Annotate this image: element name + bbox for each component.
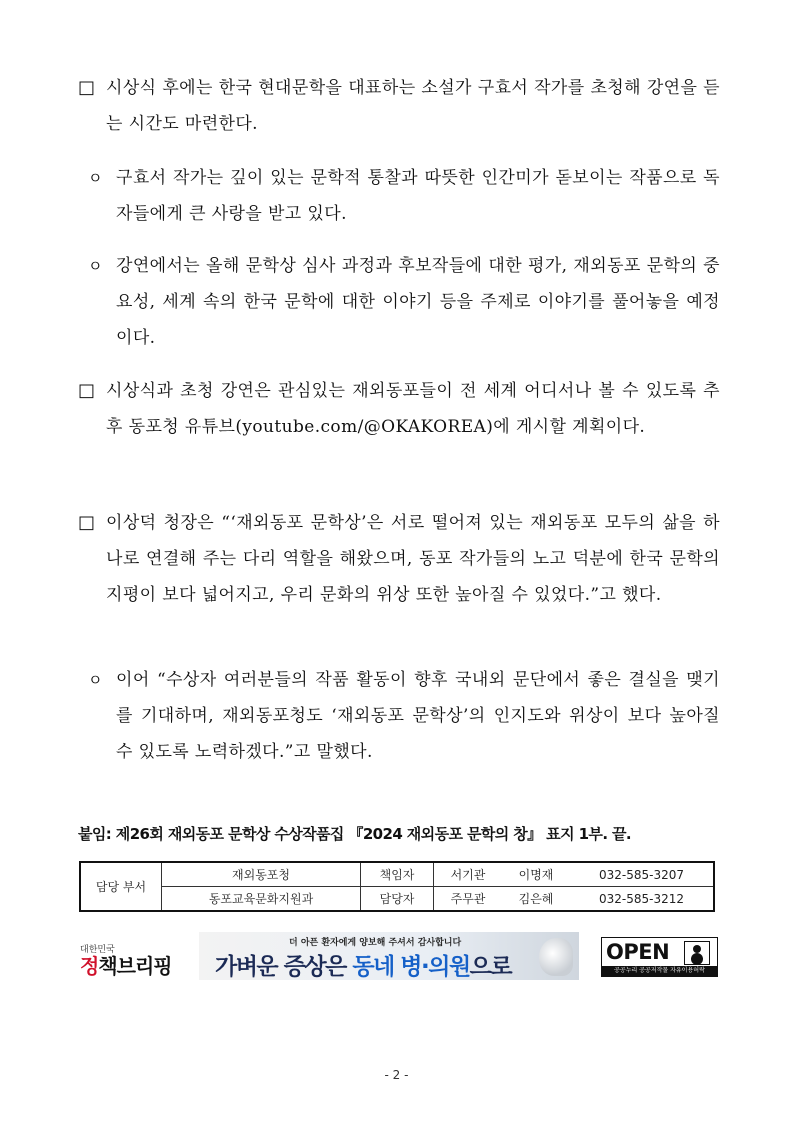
banner-main-b: 동네 병·의원 [352, 954, 470, 980]
phone-cell: 032-585-3212 [570, 887, 714, 912]
circle-bullet: ㅇ [88, 169, 103, 187]
paragraph-text: 이상덕 청장은 “‘재외동포 문학상’은 서로 떨어져 있는 재외동포 모두의 삶을 하나로 연결해 주는 다리 역할을 해왔으며, 동포 작가들의 노고 덕분에 한국 문학의 지평이 보다 넓어지고, 우리 문화의 위상 또한 높아질 수 있었다.”고 했다. [106, 513, 720, 605]
paragraph-text: 강연에서는 올해 문학상 심사 과정과 후보작들에 대한 평가, 재외동포 문학의 중요성, 세계 속의 한국 문학에 대한 이야기 등을 주제로 이야기를 풀어놓을 예정이다. [116, 256, 720, 348]
phone-cell: 032-585-3207 [570, 862, 714, 887]
attachment-line: 붙임: 제26회 재외동포 문학상 수상작품집 『2024 재외동포 문학의 창』 표지 1부. 끝. [78, 825, 632, 843]
campaign-banner[interactable] [199, 932, 579, 980]
name-cell: 김은혜 [502, 887, 570, 912]
logo-big-text [80, 955, 180, 977]
logo-red-char: 정 [80, 954, 99, 978]
policy-briefing-logo[interactable] [80, 942, 180, 982]
square-bullet: □ [78, 512, 96, 533]
logo-small-text: 대한민국 [80, 945, 115, 955]
square-bullet: □ [78, 380, 96, 401]
paragraph-5 [78, 505, 720, 613]
banner-main-c: 으로 [469, 954, 512, 980]
paragraph-text: 이어 “수상자 여러분들의 작품 활동이 향후 국내외 문단에서 좋은 결실을 맺기를 기대하며, 재외동포청도 ‘재외동포 문학상’의 인지도와 위상이 보다 높아질 수 있도록 노력하겠다.”고 말했다. [116, 670, 720, 762]
division-name: 동포교육문화지원과 [162, 887, 361, 912]
open-word: OPEN [606, 940, 670, 964]
agency-name: 재외동포청 [162, 862, 361, 887]
dept-label: 담당 부서 [80, 862, 162, 911]
contact-table [79, 861, 715, 912]
table-row [80, 862, 714, 887]
page-number: - 2 - [384, 1068, 409, 1082]
open-strip-text: 공공누리 공공저작물 자유이용허락 [602, 966, 717, 976]
name-cell: 이명재 [502, 862, 570, 887]
kogl-open-badge[interactable] [601, 937, 718, 977]
paragraph-text: 시상식과 초청 강연은 관심있는 재외동포들이 전 세계 어디서나 볼 수 있도록 추후 동포청 유튜브(youtube.com/@OKAKOREA)에 게시할 계획이다. [106, 381, 720, 437]
square-bullet: □ [78, 77, 96, 98]
paragraph-6 [88, 662, 720, 770]
paragraph-4 [78, 373, 720, 445]
paragraph-3 [88, 248, 720, 356]
paragraph-2 [88, 160, 720, 232]
table-row [80, 887, 714, 912]
logo-rest-text: 책브리핑 [98, 954, 172, 978]
person-icon [684, 941, 710, 965]
banner-top-text: 더 아픈 환자에게 양보해 주셔서 감사합니다 [289, 938, 462, 948]
rank-cell: 서기관 [434, 862, 503, 887]
circle-bullet: ㅇ [88, 257, 103, 275]
paragraph-text: 구효서 작가는 깊이 있는 문학적 통찰과 따뜻한 인간미가 돋보이는 작품으로 독자들에게 큰 사랑을 받고 있다. [116, 168, 720, 224]
paragraph-1 [78, 70, 720, 142]
hand-icon [539, 938, 573, 976]
circle-bullet: ㅇ [88, 671, 103, 689]
role-cell: 책임자 [361, 862, 434, 887]
paragraph-text: 시상식 후에는 한국 현대문학을 대표하는 소설가 구효서 작가를 초청해 강연을 듣는 시간도 마련한다. [106, 78, 720, 134]
role-cell: 담당자 [361, 887, 434, 912]
banner-main-text [215, 948, 511, 980]
banner-main-a: 가벼운 증상은 [215, 954, 353, 980]
rank-cell: 주무관 [434, 887, 503, 912]
